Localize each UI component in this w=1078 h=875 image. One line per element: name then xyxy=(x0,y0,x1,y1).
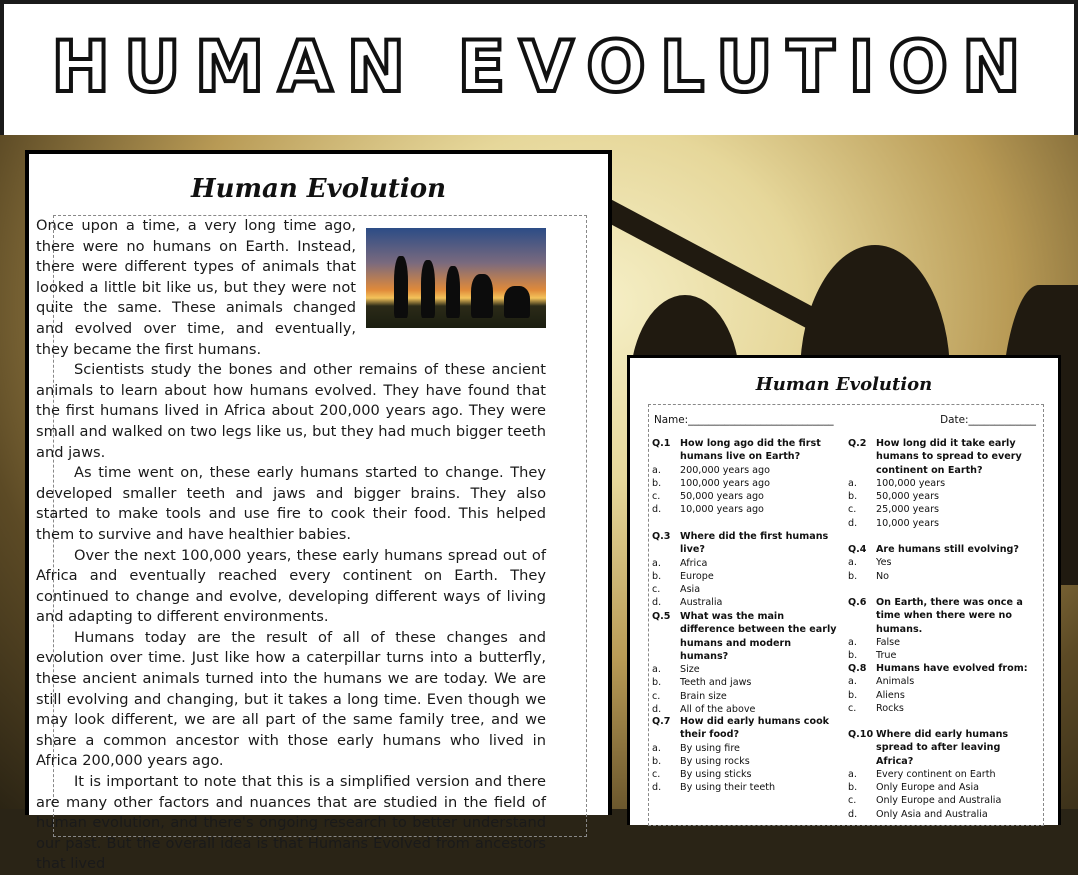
option-text: By using their teeth xyxy=(680,782,776,794)
passage-paragraph: Once upon a time, a very long time ago, there were no humans on Earth. Instead, there were different types of animals that looked a little bit like us, but they were not quite the same. These animals changed and evolved over time, and eventually, they became the first humans. xyxy=(36,217,356,358)
option-text: 10,000 years xyxy=(876,517,940,529)
answer-option[interactable] xyxy=(848,702,1038,715)
option-letter: a. xyxy=(848,477,857,489)
question-number: Q.7 xyxy=(652,716,671,727)
option-letter: b. xyxy=(848,570,858,582)
question-text: On Earth, there was once a time when there were no humans. xyxy=(876,597,1023,635)
question-row xyxy=(652,610,842,663)
question-row xyxy=(652,715,842,742)
question-number: Q.6 xyxy=(848,597,867,608)
passage-paragraph: It is important to note that this is a simplified version and there are many other factors and nuances that are studied in the field of human evolution, and there's ongoing research to better understand our past. But the overall idea is that Humans Evolved from ancestors that lived xyxy=(36,773,546,873)
question-row xyxy=(848,728,1038,768)
option-text: Animals xyxy=(876,676,915,688)
option-letter: d. xyxy=(848,517,858,529)
reading-passage xyxy=(36,216,546,875)
option-letter: d. xyxy=(848,808,858,820)
option-letter: d. xyxy=(652,597,662,609)
evolution-silhouette-image xyxy=(366,228,546,328)
question-block xyxy=(652,437,842,517)
answer-option[interactable] xyxy=(848,649,1038,662)
answer-option[interactable] xyxy=(652,676,842,689)
option-text: 25,000 years xyxy=(876,504,940,516)
answer-option[interactable] xyxy=(652,663,842,676)
question-row xyxy=(848,437,1038,477)
answer-option[interactable] xyxy=(652,503,842,516)
answer-option[interactable] xyxy=(848,490,1038,503)
title-banner xyxy=(0,0,1078,135)
figure-silhouette xyxy=(471,274,493,318)
option-letter: a. xyxy=(652,742,661,754)
option-letter: a. xyxy=(848,768,857,780)
question-number: Q.8 xyxy=(848,663,867,674)
option-text: By using fire xyxy=(680,742,740,754)
option-letter: c. xyxy=(848,702,857,714)
option-text: True xyxy=(876,650,897,662)
answer-option[interactable] xyxy=(652,755,842,768)
name-field[interactable]: Name:____________________________ xyxy=(654,414,834,426)
question-text: Where did the first humans live? xyxy=(680,531,829,556)
option-letter: b. xyxy=(652,755,662,767)
option-letter: d. xyxy=(652,704,662,716)
figure-silhouette xyxy=(504,286,530,318)
figure-silhouette xyxy=(446,266,460,318)
figure-silhouette xyxy=(421,260,435,318)
option-letter: a. xyxy=(848,636,857,648)
option-letter: b. xyxy=(652,677,662,689)
option-letter: c. xyxy=(652,769,661,781)
option-text: Every continent on Earth xyxy=(876,768,996,780)
answer-option[interactable] xyxy=(652,570,842,583)
answer-option[interactable] xyxy=(848,556,1038,569)
answer-option[interactable] xyxy=(848,794,1038,807)
answer-option[interactable] xyxy=(652,596,842,609)
option-text: Only Europe and Asia xyxy=(876,782,980,794)
answer-option[interactable] xyxy=(652,742,842,755)
option-text: Brain size xyxy=(680,690,727,702)
question-block xyxy=(652,610,842,716)
answer-option[interactable] xyxy=(652,464,842,477)
option-letter: a. xyxy=(652,664,661,676)
passage-paragraph: As time went on, these early humans started to change. They developed smaller teeth and jaws and bigger brains. They also started to make tools and use fire to cook their food. This helped them to survive and have healthier babies. xyxy=(36,464,546,543)
answer-option[interactable] xyxy=(848,517,1038,530)
option-letter: d. xyxy=(652,782,662,794)
question-text: Where did early humans spread to after leaving Africa? xyxy=(876,729,1009,767)
option-text: No xyxy=(876,570,890,582)
question-block xyxy=(652,715,842,795)
question-block xyxy=(848,596,1038,662)
option-letter: b. xyxy=(652,477,662,489)
question-number: Q.1 xyxy=(652,438,671,449)
question-row xyxy=(848,662,1038,675)
question-number: Q.10 xyxy=(848,729,874,740)
question-block xyxy=(848,662,1038,715)
date-field[interactable]: Date:_____________ xyxy=(940,414,1036,426)
option-text: False xyxy=(876,636,901,648)
question-block xyxy=(848,728,1038,821)
option-letter: b. xyxy=(848,650,858,662)
option-text: Only Europe and Australia xyxy=(876,795,1002,807)
worksheet-title: Human Evolution xyxy=(755,374,933,395)
answer-option[interactable] xyxy=(848,689,1038,702)
question-block xyxy=(652,530,842,610)
question-text: Humans have evolved from: xyxy=(876,663,1028,674)
option-text: 100,000 years xyxy=(876,477,946,489)
answer-option[interactable] xyxy=(848,675,1038,688)
option-letter: b. xyxy=(848,491,858,503)
option-letter: c. xyxy=(848,795,857,807)
option-letter: c. xyxy=(652,584,661,596)
answer-option[interactable] xyxy=(848,808,1038,821)
option-text: Only Asia and Australia xyxy=(876,808,988,820)
answer-option[interactable] xyxy=(848,503,1038,516)
answer-option[interactable] xyxy=(848,781,1038,794)
question-number: Q.2 xyxy=(848,438,867,449)
option-text: By using sticks xyxy=(680,769,752,781)
answer-option[interactable] xyxy=(652,490,842,503)
option-text: Size xyxy=(680,664,700,676)
passage-paragraph: Scientists study the bones and other remains of these ancient animals to learn about how humans evolved. They have found that the first humans lived in Africa about 200,000 years ago. They were small and walked on two legs like us, but they had much bigger teeth and jaws. xyxy=(36,361,546,461)
banner-title: HUMAN EVOLUTION xyxy=(51,26,1035,108)
answer-option[interactable] xyxy=(652,557,842,570)
option-letter: c. xyxy=(652,690,661,702)
question-text: How long did it take early humans to spread to every continent on Earth? xyxy=(876,438,1022,476)
question-number: Q.4 xyxy=(848,544,867,555)
answer-option[interactable] xyxy=(848,570,1038,583)
option-text: Asia xyxy=(680,584,701,596)
option-text: Teeth and jaws xyxy=(680,677,752,689)
option-letter: a. xyxy=(848,676,857,688)
passage-paragraph: Humans today are the result of all of these changes and evolution over time. Just like how a caterpillar turns into a butterfly, these ancient animals turned into the humans we are today. We are still evolving and changing, but it takes a long time. Even though we may look different, we are all part of the same family tree, and we share a common ancestor with those early humans who lived in Africa 200,000 years ago. xyxy=(36,628,546,770)
question-number: Q.3 xyxy=(652,531,671,542)
option-text: Yes xyxy=(876,557,892,569)
option-text: 10,000 years ago xyxy=(680,504,764,516)
question-text: How did early humans cook their food? xyxy=(680,716,830,741)
option-text: Rocks xyxy=(876,702,904,714)
option-text: Australia xyxy=(680,597,723,609)
question-row xyxy=(652,530,842,557)
figure-silhouette xyxy=(394,256,408,318)
answer-option[interactable] xyxy=(848,768,1038,781)
option-letter: c. xyxy=(652,491,661,503)
option-text: By using rocks xyxy=(680,755,750,767)
question-text: Are humans still evolving? xyxy=(876,544,1019,555)
option-text: 50,000 years ago xyxy=(680,491,764,503)
passage-paragraph: Over the next 100,000 years, these early humans spread out of Africa and eventually reached every continent on Earth. They continued to change and evolve, developing different ways of living and adapting to different environments. xyxy=(36,546,546,626)
answer-option[interactable] xyxy=(848,636,1038,649)
option-letter: b. xyxy=(848,782,858,794)
answer-option[interactable] xyxy=(652,583,842,596)
option-text: 100,000 years ago xyxy=(680,477,771,489)
option-letter: c. xyxy=(848,504,857,516)
question-row xyxy=(848,543,1038,556)
question-row xyxy=(848,596,1038,636)
answer-option[interactable] xyxy=(652,768,842,781)
question-text: What was the main difference between the early humans and modern humans? xyxy=(680,611,837,662)
question-block xyxy=(848,437,1038,530)
option-text: Aliens xyxy=(876,689,905,701)
option-letter: a. xyxy=(848,557,857,569)
option-text: Europe xyxy=(680,570,714,582)
option-text: All of the above xyxy=(680,704,756,716)
answer-option[interactable] xyxy=(652,781,842,794)
question-block xyxy=(848,543,1038,583)
worksheet-title: Human Evolution xyxy=(191,174,446,204)
name-date-row xyxy=(654,414,1036,426)
option-text: 200,000 years ago xyxy=(680,464,771,476)
question-number: Q.5 xyxy=(652,611,671,622)
question-row xyxy=(652,437,842,464)
option-letter: a. xyxy=(652,557,661,569)
option-letter: b. xyxy=(848,689,858,701)
option-text: Africa xyxy=(680,557,708,569)
option-letter: a. xyxy=(652,464,661,476)
answer-option[interactable] xyxy=(652,477,842,490)
option-text: 50,000 years xyxy=(876,491,940,503)
answer-option[interactable] xyxy=(652,690,842,703)
answer-option[interactable] xyxy=(848,477,1038,490)
option-letter: b. xyxy=(652,570,662,582)
question-text: How long ago did the first humans live on Earth? xyxy=(680,438,821,463)
option-letter: d. xyxy=(652,504,662,516)
